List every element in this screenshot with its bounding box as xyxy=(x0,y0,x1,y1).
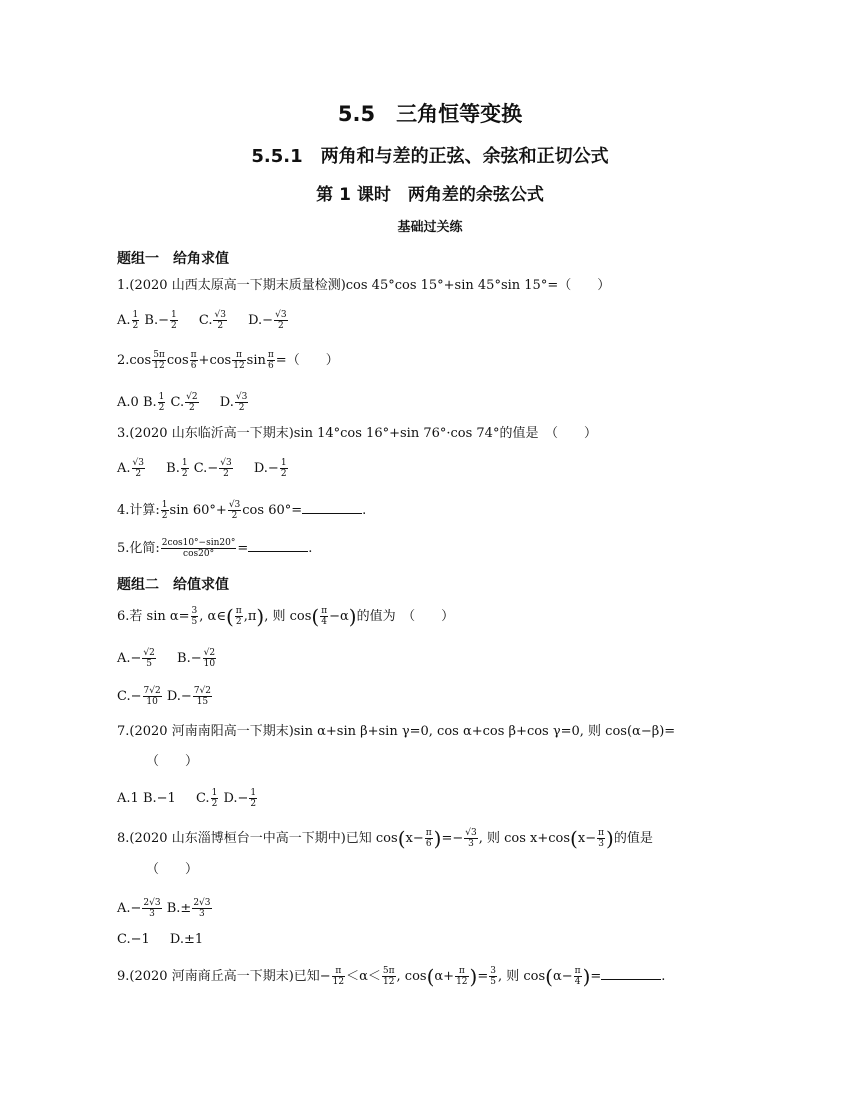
q1-option-c: C. $\frac{√3}{2}$ xyxy=(198,310,226,331)
question-4: 4.计算: $\frac{1}{2}$ sin 60°+ $\frac{√3}{2}$ cos 60°= . xyxy=(117,500,367,521)
lesson-title: 第 1 课时 两角差的余弦公式 xyxy=(316,185,544,205)
q2-option-d: D. $\frac{√3}{2}$ xyxy=(219,392,248,413)
q3-option-a: A. $\frac{√3}{2}$ xyxy=(117,458,144,479)
subsection-title: 5.5.1 两角和与差的正弦、余弦和正切公式 xyxy=(251,146,609,167)
q8-option-b: B.± $\frac{2√3}{3}$ xyxy=(166,898,211,919)
question-1-options xyxy=(117,310,289,331)
question-8-options-row2 xyxy=(117,930,203,950)
q3-option-c: C.− $\frac{√3}{2}$ xyxy=(193,458,232,479)
q1-option-b: B.− $\frac{1}{2}$ xyxy=(144,310,177,331)
question-8-options-row1 xyxy=(117,898,213,919)
question-6-options-row1 xyxy=(117,648,217,669)
question-6: 6.若 sin α= $\frac{3}{5}$ , α∈( $\frac{\pi}{2}$ ,π), 则 cos( $\frac{\pi}{4}$ −α)的值为 （ ） xyxy=(117,604,455,629)
section-title: 5.5 三角恒等变换 xyxy=(337,102,523,126)
question-2: 2.cos $\frac{5\pi}{12}$ cos $\frac{\pi}{6}$ +cos $\frac{\pi}{12}$ sin $\frac{\pi}{6}$ =（ ） xyxy=(117,350,339,371)
q8-option-c: C.−1 xyxy=(117,932,150,947)
question-3: 3.(2020 山东临沂高一下期末)sin 14°cos 16°+sin 76°·cos 74°的值是 （ ） xyxy=(117,426,597,441)
q2-option-c: C. $\frac{√2}{2}$ xyxy=(170,392,198,413)
question-2-options xyxy=(117,392,249,413)
q8-option-d: D.±1 xyxy=(169,932,204,947)
answer-blank xyxy=(248,539,308,552)
q1-option-a: A. $\frac{1}{2}$ xyxy=(117,310,139,331)
q3-option-d: D.− $\frac{1}{2}$ xyxy=(253,458,287,479)
question-9: 9.(2020 河南商丘高一下期末)已知− $\frac{\pi}{12}$ ＜α＜ $\frac{5\pi}{12}$ , cos(α+ $\frac{\pi}{12}$ )= $\frac{3}{5}$ , 则 cos(α− $\frac{\pi}{4}$ )= . xyxy=(117,964,666,989)
q2-option-a: A.0 xyxy=(117,395,139,410)
question-8: 8.(2020 山东淄博桓台一中高一下期中)已知 cos(x− $\frac{\pi}{6}$ )=− $\frac{√3}{3}$ , 则 cos x+cos(x− $\frac{\pi}{3}$ )的值是 xyxy=(117,826,653,851)
q3-option-b: B. $\frac{1}{2}$ xyxy=(166,458,188,479)
q6-option-a: A.− $\frac{√2}{5}$ xyxy=(117,648,155,669)
question-5: 5.化简: $\frac{2\cos 10^\circ-\sin 20^\circ}{\cos 20^\circ}$ = . xyxy=(117,538,313,559)
group-2-heading: 题组二 给值求值 xyxy=(117,577,229,593)
q7-option-a: A.1 xyxy=(117,791,139,806)
answer-blank xyxy=(302,501,362,514)
q6-option-d: D.− $\frac{7√2}{15}$ xyxy=(166,686,212,707)
q7-option-c: C. $\frac{1}{2}$ xyxy=(195,788,218,809)
q1-option-d: D.− $\frac{√3}{2}$ xyxy=(248,310,287,331)
group-1-heading: 题组一 给角求值 xyxy=(117,251,229,267)
q2-option-b: B. $\frac{1}{2}$ xyxy=(142,392,165,413)
exercise-type: 基础过关练 xyxy=(397,220,463,235)
question-7-options xyxy=(117,788,258,809)
q6-option-b: B.− $\frac{√2}{10}$ xyxy=(177,648,216,669)
question-8-paren: （ ） xyxy=(146,862,199,877)
answer-blank xyxy=(601,967,661,980)
question-7-paren: （ ） xyxy=(146,754,199,769)
q7-option-d: D.− $\frac{1}{2}$ xyxy=(223,788,257,809)
question-3-options xyxy=(117,458,289,479)
question-7: 7.(2020 河南南阳高一下期末)sin α+sin β+sin γ=0, cos α+cos β+cos γ=0, 则 cos(α−β)= xyxy=(117,724,676,739)
q7-option-b: B.−1 xyxy=(142,791,176,806)
question-1: 1.(2020 山西太原高一下期末质量检测)cos 45°cos 15°+sin 45°sin 15°=（ ） xyxy=(117,278,611,293)
question-6-options-row2 xyxy=(117,686,213,707)
q6-option-c: C.− $\frac{7√2}{10}$ xyxy=(117,686,161,707)
q8-option-a: A.− $\frac{2√3}{3}$ xyxy=(117,898,161,919)
